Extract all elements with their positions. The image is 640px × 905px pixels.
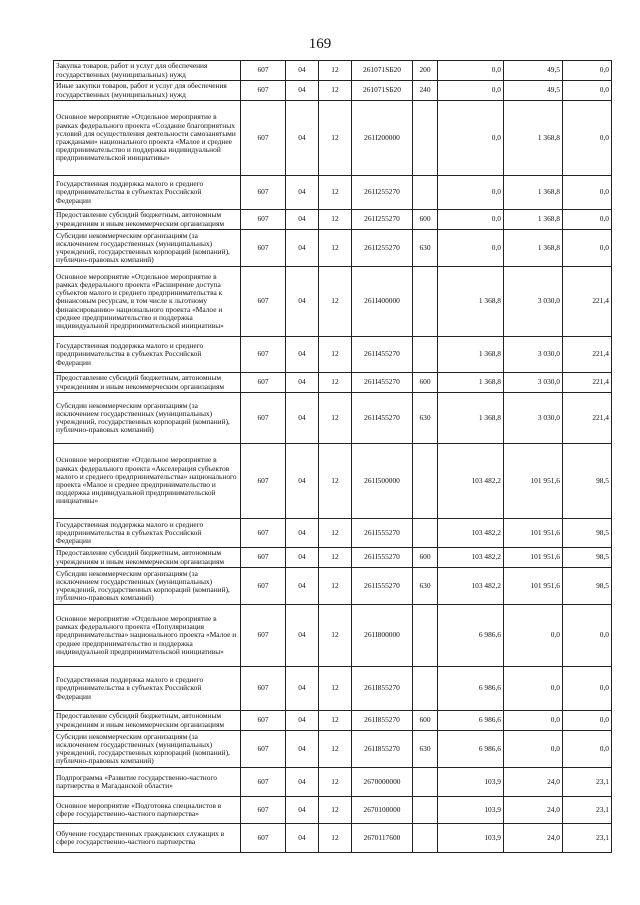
row-target-article: 261I800000 <box>352 605 413 667</box>
row-ved-code: 607 <box>241 768 286 797</box>
row-section-code: 04 <box>286 768 319 797</box>
table-row <box>54 393 612 444</box>
row-subsection-code: 12 <box>319 768 352 797</box>
table-row <box>54 444 612 519</box>
row-amount-2: 0,0 <box>504 731 563 768</box>
row-name: Государственная поддержка малого и среднего предпринимательства в субъектах Российской Федерации <box>54 176 241 210</box>
row-name: Основное мероприятие «Отдельное мероприятие в рамках федерального проекта «Создание благоприятных условий для осуществления деятельности самозанятыми гражданами» национального проекта «Малое и среднее предпринимательство и поддержка индивидуальной предпринимательской инициативы» <box>54 101 241 176</box>
row-subsection-code: 12 <box>319 373 352 393</box>
row-ved-code: 607 <box>241 568 286 605</box>
row-amount-1: 6 986,6 <box>438 731 504 768</box>
row-ved-code: 607 <box>241 101 286 176</box>
row-amount-2: 49,5 <box>504 81 563 101</box>
row-section-code: 04 <box>286 393 319 444</box>
row-amount-1: 103,9 <box>438 824 504 853</box>
row-expense-type: 600 <box>413 373 438 393</box>
row-section-code: 04 <box>286 444 319 519</box>
row-target-article: 261I555270 <box>352 519 413 548</box>
row-amount-2: 101 951,6 <box>504 548 563 568</box>
row-amount-3: 0,0 <box>563 667 612 711</box>
row-subsection-code: 12 <box>319 711 352 731</box>
row-subsection-code: 12 <box>319 548 352 568</box>
row-subsection-code: 12 <box>319 824 352 853</box>
row-amount-3: 98,5 <box>563 568 612 605</box>
row-expense-type <box>413 337 438 373</box>
row-amount-1: 103 482,2 <box>438 548 504 568</box>
row-target-article: 2670000000 <box>352 768 413 797</box>
table-row <box>54 61 612 81</box>
row-amount-2: 49,5 <box>504 61 563 81</box>
row-amount-3: 98,5 <box>563 519 612 548</box>
row-amount-2: 24,0 <box>504 768 563 797</box>
row-amount-2: 0,0 <box>504 667 563 711</box>
row-amount-3: 0,0 <box>563 81 612 101</box>
row-target-article: 261I555270 <box>352 548 413 568</box>
row-target-article: 261071SБ20 <box>352 81 413 101</box>
row-amount-3: 0,0 <box>563 101 612 176</box>
row-ved-code: 607 <box>241 267 286 337</box>
row-amount-2: 0,0 <box>504 605 563 667</box>
table-row <box>54 568 612 605</box>
row-section-code: 04 <box>286 337 319 373</box>
row-amount-2: 3 030,0 <box>504 337 563 373</box>
budget-table <box>53 60 612 853</box>
table-row <box>54 797 612 824</box>
row-ved-code: 607 <box>241 444 286 519</box>
row-name: Закупка товаров, работ и услуг для обеспечения государственных (муниципальных) нужд <box>54 61 241 81</box>
row-expense-type <box>413 444 438 519</box>
row-subsection-code: 12 <box>319 230 352 267</box>
row-section-code: 04 <box>286 731 319 768</box>
table-row <box>54 667 612 711</box>
row-subsection-code: 12 <box>319 393 352 444</box>
table-row <box>54 267 612 337</box>
row-expense-type: 630 <box>413 568 438 605</box>
row-name: Государственная поддержка малого и среднего предпринимательства в субъектах Российской Федерации <box>54 667 241 711</box>
row-ved-code: 607 <box>241 81 286 101</box>
row-amount-3: 0,0 <box>563 176 612 210</box>
row-name: Иные закупки товаров, работ и услуг для обеспечения государственных (муниципальных) нужд <box>54 81 241 101</box>
row-section-code: 04 <box>286 797 319 824</box>
row-target-article: 261I855270 <box>352 731 413 768</box>
row-ved-code: 607 <box>241 61 286 81</box>
table-row <box>54 230 612 267</box>
row-amount-3: 0,0 <box>563 605 612 667</box>
row-amount-1: 1 368,8 <box>438 337 504 373</box>
row-amount-1: 0,0 <box>438 61 504 81</box>
row-amount-1: 103 482,2 <box>438 568 504 605</box>
row-amount-3: 0,0 <box>563 210 612 230</box>
row-name: Предоставление субсидий бюджетным, автономным учреждениям и иным некоммерческим организациям <box>54 373 241 393</box>
row-amount-2: 3 030,0 <box>504 393 563 444</box>
row-amount-2: 24,0 <box>504 797 563 824</box>
row-amount-3: 0,0 <box>563 731 612 768</box>
row-expense-type <box>413 519 438 548</box>
row-amount-1: 103 482,2 <box>438 519 504 548</box>
row-amount-3: 23,1 <box>563 824 612 853</box>
row-section-code: 04 <box>286 176 319 210</box>
row-expense-type: 630 <box>413 393 438 444</box>
row-expense-type <box>413 824 438 853</box>
row-amount-3: 98,5 <box>563 548 612 568</box>
row-expense-type: 600 <box>413 548 438 568</box>
row-ved-code: 607 <box>241 548 286 568</box>
row-subsection-code: 12 <box>319 605 352 667</box>
row-name: Предоставление субсидий бюджетным, автономным учреждениям и иным некоммерческим организациям <box>54 548 241 568</box>
row-subsection-code: 12 <box>319 267 352 337</box>
row-target-article: 261I200000 <box>352 101 413 176</box>
row-name: Субсидии некоммерческим организациям (за исключением государственных (муниципальных) учреждений, государственных корпораций (компаний), публично-правовых компаний) <box>54 731 241 768</box>
row-expense-type <box>413 768 438 797</box>
row-subsection-code: 12 <box>319 210 352 230</box>
page-number: 169 <box>308 36 332 52</box>
row-amount-3: 0,0 <box>563 61 612 81</box>
row-target-article: 261I400000 <box>352 267 413 337</box>
row-name: Предоставление субсидий бюджетным, автономным учреждениям и иным некоммерческим организациям <box>54 210 241 230</box>
row-amount-1: 1 368,8 <box>438 393 504 444</box>
row-subsection-code: 12 <box>319 519 352 548</box>
row-ved-code: 607 <box>241 605 286 667</box>
row-subsection-code: 12 <box>319 61 352 81</box>
row-amount-1: 0,0 <box>438 176 504 210</box>
row-amount-3: 98,5 <box>563 444 612 519</box>
row-target-article: 2670100000 <box>352 797 413 824</box>
row-amount-1: 0,0 <box>438 210 504 230</box>
row-amount-3: 221,4 <box>563 393 612 444</box>
row-amount-1: 0,0 <box>438 230 504 267</box>
row-amount-1: 103,9 <box>438 797 504 824</box>
row-subsection-code: 12 <box>319 568 352 605</box>
row-ved-code: 607 <box>241 373 286 393</box>
row-expense-type <box>413 176 438 210</box>
row-ved-code: 607 <box>241 337 286 373</box>
row-amount-3: 221,4 <box>563 373 612 393</box>
row-amount-2: 101 951,6 <box>504 444 563 519</box>
row-section-code: 04 <box>286 61 319 81</box>
row-target-article: 261I255270 <box>352 176 413 210</box>
table-row <box>54 101 612 176</box>
row-subsection-code: 12 <box>319 667 352 711</box>
row-amount-2: 1 368,8 <box>504 176 563 210</box>
row-section-code: 04 <box>286 373 319 393</box>
row-target-article: 261I855270 <box>352 711 413 731</box>
row-section-code: 04 <box>286 210 319 230</box>
table-row <box>54 824 612 853</box>
row-amount-3: 221,4 <box>563 267 612 337</box>
row-amount-3: 0,0 <box>563 711 612 731</box>
row-name: Субсидии некоммерческим организациям (за исключением государственных (муниципальных) учреждений, государственных корпораций (компаний), публично-правовых компаний) <box>54 393 241 444</box>
row-amount-3: 23,1 <box>563 768 612 797</box>
row-name: Субсидии некоммерческим организациям (за исключением государственных (муниципальных) учреждений, государственных корпораций (компаний), публично-правовых компаний) <box>54 230 241 267</box>
row-name: Субсидии некоммерческим организациям (за исключением государственных (муниципальных) учреждений, государственных корпораций (компаний), публично-правовых компаний) <box>54 568 241 605</box>
row-ved-code: 607 <box>241 176 286 210</box>
row-name: Основное мероприятие «Подготовка специалистов в сфере государственно-частного партнерства» <box>54 797 241 824</box>
table-row <box>54 210 612 230</box>
row-amount-1: 0,0 <box>438 101 504 176</box>
row-ved-code: 607 <box>241 731 286 768</box>
row-target-article: 261I255270 <box>352 230 413 267</box>
table-row <box>54 731 612 768</box>
row-section-code: 04 <box>286 711 319 731</box>
table-row <box>54 548 612 568</box>
row-expense-type: 630 <box>413 230 438 267</box>
row-amount-2: 0,0 <box>504 711 563 731</box>
row-ved-code: 607 <box>241 393 286 444</box>
row-ved-code: 607 <box>241 824 286 853</box>
row-subsection-code: 12 <box>319 81 352 101</box>
row-expense-type <box>413 667 438 711</box>
row-section-code: 04 <box>286 81 319 101</box>
row-amount-1: 6 986,6 <box>438 711 504 731</box>
row-subsection-code: 12 <box>319 444 352 519</box>
row-target-article: 261I855270 <box>352 667 413 711</box>
row-target-article: 261I500000 <box>352 444 413 519</box>
row-name: Основное мероприятие «Отдельное мероприятие в рамках федерального проекта «Популяризация предпринимательства» национального проекта «Малое и среднее предпринимательство и поддержка индивидуальной предпринимательской инициативы» <box>54 605 241 667</box>
row-amount-1: 6 986,6 <box>438 667 504 711</box>
table-row <box>54 711 612 731</box>
row-ved-code: 607 <box>241 711 286 731</box>
row-expense-type: 600 <box>413 711 438 731</box>
row-subsection-code: 12 <box>319 101 352 176</box>
row-ved-code: 607 <box>241 519 286 548</box>
row-target-article: 261I555270 <box>352 568 413 605</box>
table-row <box>54 337 612 373</box>
table-row <box>54 373 612 393</box>
row-section-code: 04 <box>286 548 319 568</box>
row-amount-2: 3 030,0 <box>504 373 563 393</box>
row-expense-type <box>413 101 438 176</box>
row-expense-type <box>413 797 438 824</box>
row-subsection-code: 12 <box>319 731 352 768</box>
row-subsection-code: 12 <box>319 176 352 210</box>
row-ved-code: 607 <box>241 797 286 824</box>
row-expense-type <box>413 267 438 337</box>
row-target-article: 261I455270 <box>352 337 413 373</box>
row-name: Государственная поддержка малого и среднего предпринимательства в субъектах Российской Федерации <box>54 519 241 548</box>
row-amount-3: 0,0 <box>563 230 612 267</box>
table-row <box>54 768 612 797</box>
row-target-article: 261I255270 <box>352 210 413 230</box>
row-target-article: 261I455270 <box>352 393 413 444</box>
row-section-code: 04 <box>286 568 319 605</box>
row-section-code: 04 <box>286 824 319 853</box>
row-name: Государственная поддержка малого и среднего предпринимательства в субъектах Российской Федерации <box>54 337 241 373</box>
table-row <box>54 605 612 667</box>
row-target-article: 2670117600 <box>352 824 413 853</box>
row-ved-code: 607 <box>241 667 286 711</box>
row-name: Обучение государственных гражданских служащих в сфере государственно-частного партнерства <box>54 824 241 853</box>
row-section-code: 04 <box>286 519 319 548</box>
row-amount-2: 101 951,6 <box>504 568 563 605</box>
row-section-code: 04 <box>286 667 319 711</box>
table-row <box>54 81 612 101</box>
row-amount-1: 1 368,8 <box>438 373 504 393</box>
table-row <box>54 176 612 210</box>
row-name: Основное мероприятие «Отдельное мероприятие в рамках федерального проекта «Расширение доступа субъектов малого и среднего предпринимательства к финансовым ресурсам, в том числе к льготному финансированию» национального проекта «Малое и среднее предпринимательство и поддержка индивидуальной предпринимательской инициативы» <box>54 267 241 337</box>
row-section-code: 04 <box>286 230 319 267</box>
row-expense-type <box>413 605 438 667</box>
row-amount-1: 103 482,2 <box>438 444 504 519</box>
row-amount-1: 1 368,8 <box>438 267 504 337</box>
row-section-code: 04 <box>286 605 319 667</box>
row-amount-2: 101 951,6 <box>504 519 563 548</box>
row-subsection-code: 12 <box>319 337 352 373</box>
table-row <box>54 519 612 548</box>
row-amount-2: 1 368,8 <box>504 210 563 230</box>
row-section-code: 04 <box>286 267 319 337</box>
row-expense-type: 600 <box>413 210 438 230</box>
row-subsection-code: 12 <box>319 797 352 824</box>
row-target-article: 261I455270 <box>352 373 413 393</box>
row-ved-code: 607 <box>241 230 286 267</box>
row-section-code: 04 <box>286 101 319 176</box>
row-amount-2: 1 368,8 <box>504 101 563 176</box>
row-amount-2: 3 030,0 <box>504 267 563 337</box>
row-name: Предоставление субсидий бюджетным, автономным учреждениям и иным некоммерческим организациям <box>54 711 241 731</box>
row-expense-type: 200 <box>413 61 438 81</box>
row-amount-3: 221,4 <box>563 337 612 373</box>
row-expense-type: 630 <box>413 731 438 768</box>
row-amount-3: 23,1 <box>563 797 612 824</box>
row-name: Подпрограмма «Развитие государственно-частного партнерства в Магаданской области» <box>54 768 241 797</box>
row-amount-2: 24,0 <box>504 824 563 853</box>
row-amount-1: 0,0 <box>438 81 504 101</box>
row-amount-1: 103,9 <box>438 768 504 797</box>
row-expense-type: 240 <box>413 81 438 101</box>
row-target-article: 261071SБ20 <box>352 61 413 81</box>
row-amount-2: 1 368,8 <box>504 230 563 267</box>
row-ved-code: 607 <box>241 210 286 230</box>
row-amount-1: 6 986,6 <box>438 605 504 667</box>
row-name: Основное мероприятие «Отдельное мероприятие в рамках федерального проекта «Акселерация субъектов малого и среднего предпринимательства» национального проекта «Малое и среднее предпринимательство и поддержка индивидуальной предпринимательской инициативы» <box>54 444 241 519</box>
